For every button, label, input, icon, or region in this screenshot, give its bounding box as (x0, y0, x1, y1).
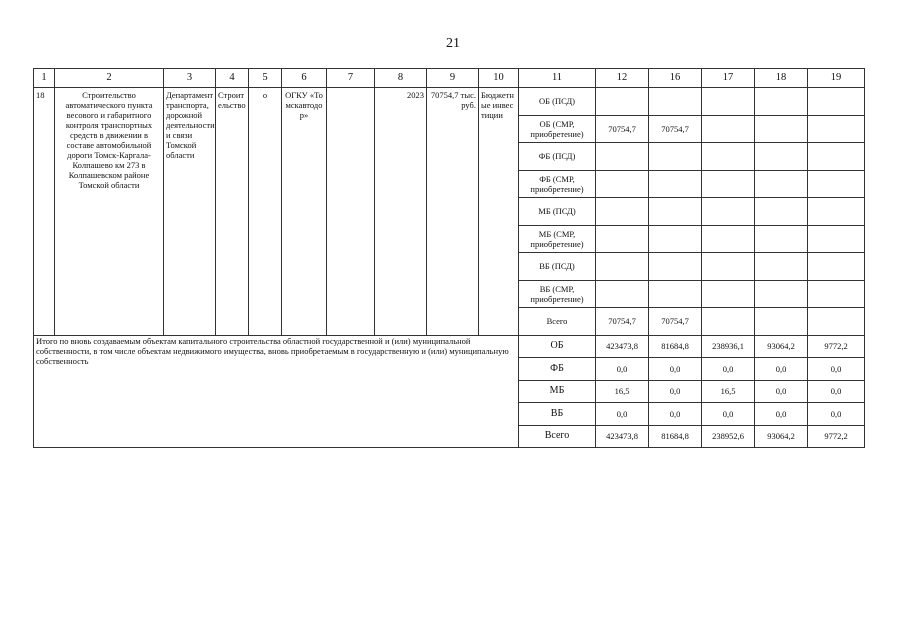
value-cell (649, 88, 702, 116)
funding-source-label: ВБ (ПСД) (519, 253, 596, 281)
funding-source-label: ОБ (ПСД) (519, 88, 596, 116)
totals-description: Итого по вновь создаваемым объектам капитального строительства областной государственной и (или) муниципальной собственности, в том числе объектам недвижимого имущества, вновь приобретаемым в государственную и (или) муниципальную собственность (34, 335, 519, 448)
value-cell (755, 253, 808, 281)
value-cell (649, 280, 702, 308)
funding-source-label: МБ (ПСД) (519, 198, 596, 226)
work-type: Строительство (216, 88, 249, 336)
column-header: 7 (327, 69, 375, 88)
value-cell (702, 170, 755, 198)
funding-source-label: ОБ (СМР, приобретение) (519, 115, 596, 143)
value-cell: 0,0 (808, 358, 865, 381)
value-cell: 0,0 (596, 403, 649, 426)
value-cell (808, 143, 865, 171)
column-header: 12 (596, 69, 649, 88)
value-cell: 423473,8 (596, 425, 649, 448)
funding-source-label: МБ (СМР, приобретение) (519, 225, 596, 253)
value-cell (649, 170, 702, 198)
column-header: 1 (34, 69, 55, 88)
value-cell (808, 308, 865, 336)
value-cell: 70754,7 (596, 115, 649, 143)
column-header: 5 (249, 69, 282, 88)
value-cell (596, 280, 649, 308)
value-cell (755, 308, 808, 336)
value-cell: 9772,2 (808, 425, 865, 448)
value-cell (755, 115, 808, 143)
column-header: 19 (808, 69, 865, 88)
totals-source-label: ВБ (519, 403, 596, 426)
responsible-department: Департамент транспорта, дорожной деятельности и связи Томской области (164, 88, 216, 336)
value-cell: 70754,7 (649, 115, 702, 143)
value-cell: 238952,6 (702, 425, 755, 448)
value-cell (596, 88, 649, 116)
estimated-cost: 70754,7 тыс. руб. (427, 88, 479, 336)
ownership: о (249, 88, 282, 336)
funding-source-label: ФБ (СМР, приобретение) (519, 170, 596, 198)
value-cell: 81684,8 (649, 335, 702, 358)
value-cell (596, 198, 649, 226)
column-header: 17 (702, 69, 755, 88)
value-cell: 0,0 (755, 380, 808, 403)
value-cell: 93064,2 (755, 335, 808, 358)
value-cell (755, 225, 808, 253)
value-cell (702, 308, 755, 336)
column-header: 4 (216, 69, 249, 88)
value-cell: 0,0 (649, 403, 702, 426)
totals-source-label: ФБ (519, 358, 596, 381)
value-cell: 0,0 (755, 403, 808, 426)
value-cell: 0,0 (649, 380, 702, 403)
value-cell (808, 88, 865, 116)
totals-row (34, 335, 865, 358)
value-cell (808, 253, 865, 281)
value-cell: 93064,2 (755, 425, 808, 448)
value-cell: 0,0 (702, 403, 755, 426)
funding-source-label: ВБ (СМР, приобретение) (519, 280, 596, 308)
value-cell (649, 225, 702, 253)
column-header: 11 (519, 69, 596, 88)
customer: ОГКУ «Томскавтодор» (282, 88, 327, 336)
year: 2023 (375, 88, 427, 336)
column-header: 6 (282, 69, 327, 88)
value-cell (755, 198, 808, 226)
value-cell (702, 280, 755, 308)
value-cell: 70754,7 (596, 308, 649, 336)
value-cell (596, 225, 649, 253)
value-cell (702, 143, 755, 171)
value-cell (755, 143, 808, 171)
row-number: 18 (34, 88, 55, 336)
value-cell (649, 253, 702, 281)
investment-table (33, 68, 865, 448)
value-cell: 0,0 (596, 358, 649, 381)
column-header: 9 (427, 69, 479, 88)
header-row (34, 69, 865, 88)
value-cell: 16,5 (702, 380, 755, 403)
page-number: 21 (446, 36, 460, 51)
column-header: 18 (755, 69, 808, 88)
value-cell (755, 170, 808, 198)
value-cell: 9772,2 (808, 335, 865, 358)
funding-source-label: ФБ (ПСД) (519, 143, 596, 171)
value-cell: 70754,7 (649, 308, 702, 336)
value-cell: 423473,8 (596, 335, 649, 358)
object-name: Строительство автоматического пункта весового и габаритного контроля транспортных средств в движении в составе автомобильной дороги Томск-Каргала-Колпашево км 273 в Колпашевском районе Томской области (55, 88, 164, 336)
investment-form: Бюджетные инвестиции (479, 88, 519, 336)
value-cell (702, 225, 755, 253)
column-header: 10 (479, 69, 519, 88)
column-header: 2 (55, 69, 164, 88)
value-cell (808, 170, 865, 198)
table-row (34, 88, 865, 116)
column-header: 3 (164, 69, 216, 88)
value-cell: 0,0 (808, 403, 865, 426)
totals-source-label: ОБ (519, 335, 596, 358)
value-cell (596, 170, 649, 198)
value-cell (755, 280, 808, 308)
value-cell: 238936,1 (702, 335, 755, 358)
value-cell (649, 143, 702, 171)
value-cell (755, 88, 808, 116)
value-cell (702, 253, 755, 281)
value-cell: 0,0 (649, 358, 702, 381)
funding-source-label: Всего (519, 308, 596, 336)
value-cell (808, 115, 865, 143)
value-cell (702, 198, 755, 226)
totals-source-label: Всего (519, 425, 596, 448)
value-cell (596, 253, 649, 281)
value-cell: 0,0 (702, 358, 755, 381)
value-cell (808, 280, 865, 308)
value-cell: 16,5 (596, 380, 649, 403)
column-7-cell (327, 88, 375, 336)
value-cell: 0,0 (808, 380, 865, 403)
value-cell (649, 198, 702, 226)
value-cell (808, 198, 865, 226)
value-cell: 81684,8 (649, 425, 702, 448)
column-header: 16 (649, 69, 702, 88)
value-cell (702, 115, 755, 143)
column-header: 8 (375, 69, 427, 88)
value-cell (596, 143, 649, 171)
value-cell (808, 225, 865, 253)
totals-source-label: МБ (519, 380, 596, 403)
value-cell: 0,0 (755, 358, 808, 381)
value-cell (702, 88, 755, 116)
